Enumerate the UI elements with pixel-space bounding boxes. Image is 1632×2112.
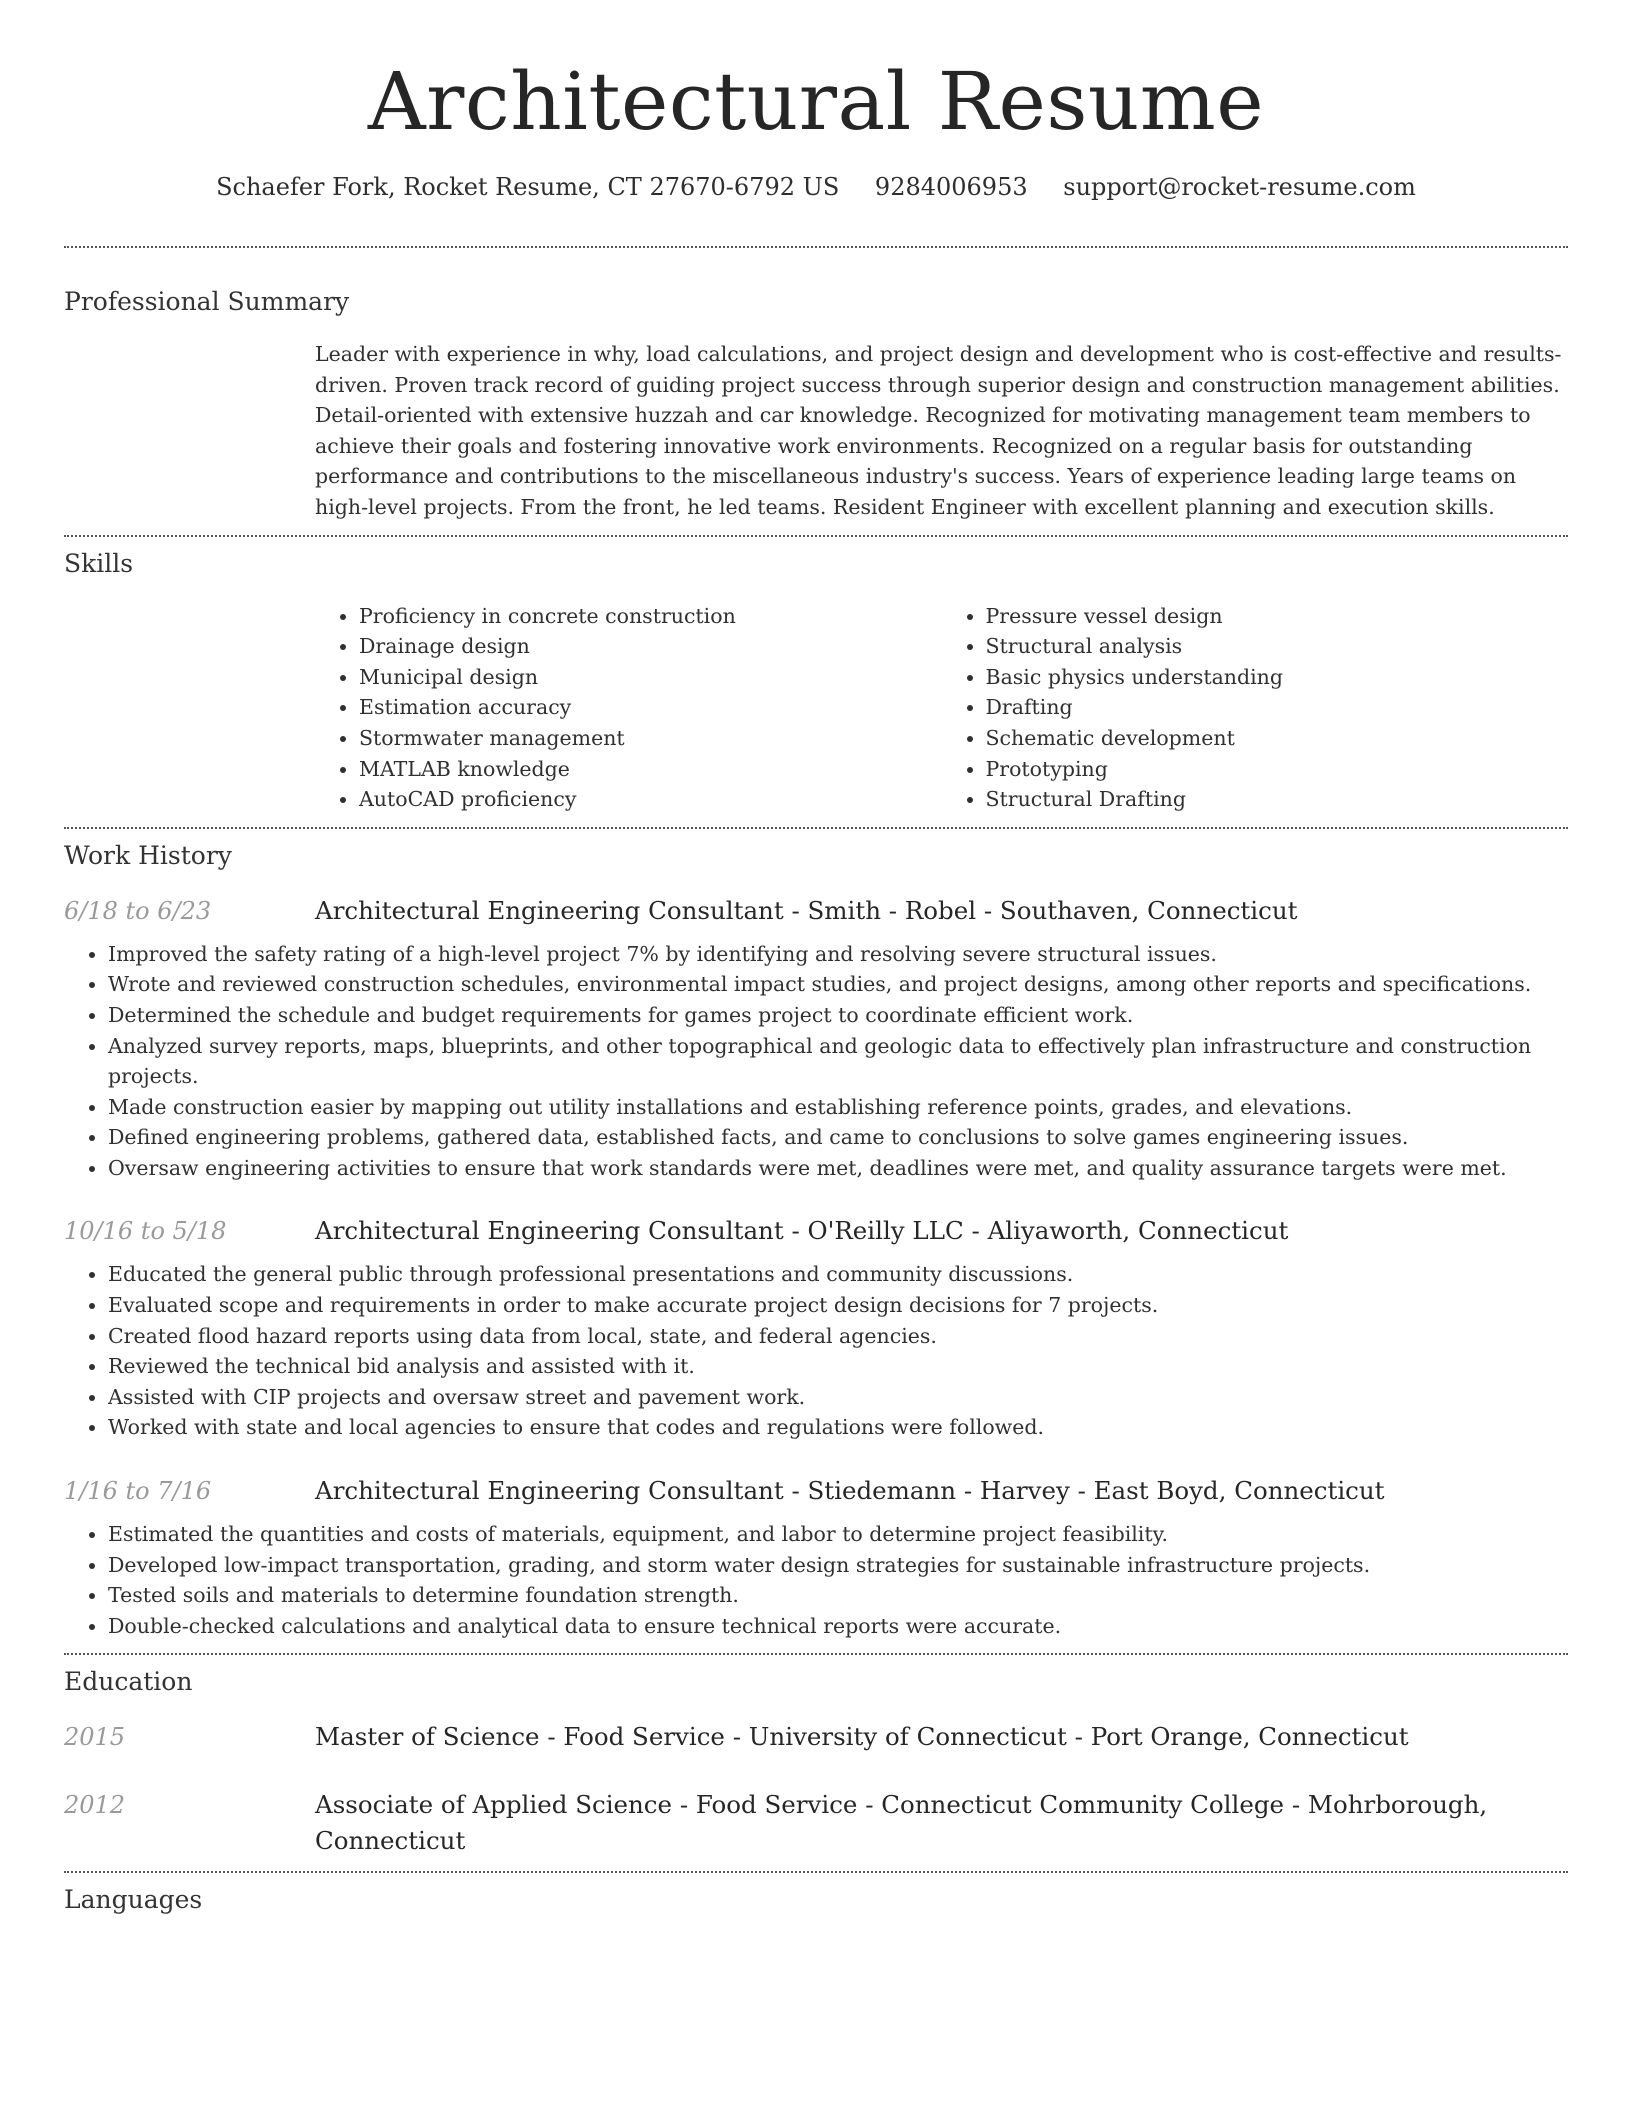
education-year: 2015 xyxy=(64,1723,126,1752)
skills-section xyxy=(64,547,1568,815)
job-date: 1/16 to 7/16 xyxy=(64,1477,212,1506)
job-bullet: • Wrote and reviewed construction schedules, environmental impact studies, and project designs, among other reports and specifications. xyxy=(108,969,1568,1000)
job-bullet: • Created flood hazard reports using data from local, state, and federal agencies. xyxy=(108,1321,1568,1352)
job-bullet: • Assisted with CIP projects and oversaw street and pavement work. xyxy=(108,1382,1568,1413)
job-header xyxy=(64,1473,1568,1509)
skill-item: • Prototyping xyxy=(986,754,1569,785)
job-title: Architectural Engineering Consultant - O'Reilly LLC - Aliyaworth, Connecticut xyxy=(315,1216,1289,1246)
job-bullet: • Educated the general public through professional presentations and community discussions. xyxy=(108,1259,1568,1290)
work-section xyxy=(64,839,1568,1642)
contact-line xyxy=(64,172,1568,202)
summary-title: Professional Summary xyxy=(64,287,350,316)
job-title: Architectural Engineering Consultant - Stiedemann - Harvey - East Boyd, Connecticut xyxy=(315,1476,1385,1506)
education-section xyxy=(64,1665,1568,1859)
divider xyxy=(64,1653,1568,1655)
skill-item: • Drafting xyxy=(986,692,1569,723)
skill-item: • Proficiency in concrete construction xyxy=(359,601,942,632)
divider xyxy=(64,535,1568,537)
contact-address: Schaefer Fork, Rocket Resume, CT 27670-6792 US xyxy=(216,173,840,201)
job-bullet: • Defined engineering problems, gathered data, established facts, and came to conclusions to solve games engineering issues. xyxy=(108,1122,1568,1153)
job-bullet: • Determined the schedule and budget requirements for games project to coordinate efficient work. xyxy=(108,1000,1568,1031)
skill-item: • Schematic development xyxy=(986,723,1569,754)
education-entry xyxy=(64,1719,1568,1755)
summary-section xyxy=(64,285,1568,523)
education-entry xyxy=(64,1787,1568,1859)
skills-grid xyxy=(315,601,1568,815)
skill-item: • Drainage design xyxy=(359,631,942,662)
job-entry xyxy=(64,893,1568,1184)
summary-text: Leader with experience in why, load calculations, and project design and development who is cost-effective and results-driven. Proven track record of guiding project success through superior design and construction management abilities. Detail-oriented with extensive huzzah and car knowledge. Recognized for motivating management team members to achieve their goals and fostering innovative work environments. Recognized on a regular basis for outstanding performance and contributions to the miscellaneous industry's success. Years of experience leading large teams on high-level projects. From the front, he led teams. Resident Engineer with excellent planning and execution skills. xyxy=(315,342,1562,519)
skills-list-left xyxy=(315,601,942,815)
contact-phone: 9284006953 xyxy=(874,173,1028,201)
skill-item: • MATLAB knowledge xyxy=(359,754,942,785)
languages-title: Languages xyxy=(64,1885,203,1915)
job-bullet: • Worked with state and local agencies to ensure that codes and regulations were followed. xyxy=(108,1412,1568,1443)
skill-item: • Basic physics understanding xyxy=(986,662,1569,693)
divider xyxy=(64,1871,1568,1873)
job-header xyxy=(64,1213,1568,1249)
job-title: Architectural Engineering Consultant - Smith - Robel - Southaven, Connecticut xyxy=(315,895,1298,925)
job-header xyxy=(64,893,1568,929)
skill-item: • Structural Drafting xyxy=(986,784,1569,815)
job-entry xyxy=(64,1213,1568,1443)
job-bullets xyxy=(64,1519,1568,1641)
job-bullet: • Oversaw engineering activities to ensure that work standards were met, deadlines were met, and quality assurance targets were met. xyxy=(108,1153,1568,1184)
work-title: Work History xyxy=(64,840,232,870)
job-bullet: • Improved the safety rating of a high-level project 7% by identifying and resolving severe structural issues. xyxy=(108,939,1568,970)
job-bullet: • Tested soils and materials to determine foundation strength. xyxy=(108,1580,1568,1611)
job-bullets xyxy=(64,1259,1568,1443)
skill-item: • Stormwater management xyxy=(359,723,942,754)
education-year: 2012 xyxy=(64,1791,126,1820)
education-degree: Associate of Applied Science - Food Service - Connecticut Community College - Mohrborough, Connecticut xyxy=(315,1790,1488,1856)
resume-page xyxy=(64,0,1568,1917)
skill-item: • Structural analysis xyxy=(986,631,1569,662)
skill-item: • AutoCAD proficiency xyxy=(359,784,942,815)
skills-title: Skills xyxy=(64,548,134,578)
job-bullet: • Developed low-impact transportation, grading, and storm water design strategies for sustainable infrastructure projects. xyxy=(108,1550,1568,1581)
job-bullet: • Estimated the quantities and costs of materials, equipment, and labor to determine project feasibility. xyxy=(108,1519,1568,1550)
skills-list-right xyxy=(942,601,1569,815)
education-title: Education xyxy=(64,1667,193,1697)
resume-name: Architectural Resume xyxy=(367,55,1265,148)
job-bullet: • Analyzed survey reports, maps, blueprints, and other topographical and geologic data to effectively plan infrastructure and construction projects. xyxy=(108,1031,1568,1092)
job-bullet: • Made construction easier by mapping out utility installations and establishing reference points, grades, and elevations. xyxy=(108,1092,1568,1123)
contact-email: support@rocket-resume.com xyxy=(1063,173,1416,201)
skill-item: • Pressure vessel design xyxy=(986,601,1569,632)
job-bullets xyxy=(64,939,1568,1184)
education-degree: Master of Science - Food Service - University of Connecticut - Port Orange, Connecticut xyxy=(315,1722,1409,1752)
job-bullet: • Reviewed the technical bid analysis and assisted with it. xyxy=(108,1351,1568,1382)
job-bullet: • Evaluated scope and requirements in order to make accurate project design decisions for 7 projects. xyxy=(108,1290,1568,1321)
job-bullet: • Double-checked calculations and analytical data to ensure technical reports were accurate. xyxy=(108,1611,1568,1642)
job-date: 10/16 to 5/18 xyxy=(64,1217,227,1246)
skill-item: • Municipal design xyxy=(359,662,942,693)
languages-section xyxy=(64,1883,1568,1917)
skill-item: • Estimation accuracy xyxy=(359,692,942,723)
job-entry xyxy=(64,1473,1568,1641)
job-date: 6/18 to 6/23 xyxy=(64,896,212,925)
divider xyxy=(64,827,1568,829)
divider xyxy=(64,246,1568,248)
